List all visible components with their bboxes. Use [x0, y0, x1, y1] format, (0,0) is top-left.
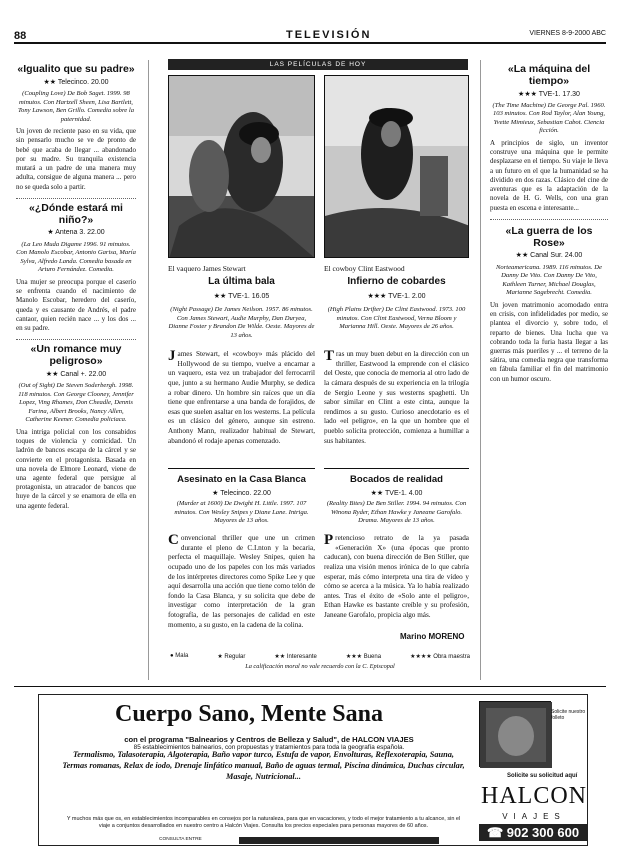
block-credits: (Murder at 1600) De Dwight H. Little. 1997. 107 minutos. Con Wesley Snipes y Diane Lane. Intriga. Mayores de 13 años. [174, 500, 309, 525]
rating-legend [170, 653, 470, 660]
block-rule [168, 468, 315, 469]
legend-item: ★★ Interesante [274, 654, 317, 660]
side-review-4 [490, 64, 608, 220]
block-channel: ★ Telecinco. 22.00 [212, 490, 271, 497]
left-column [16, 64, 136, 513]
side-review-3 [16, 344, 136, 511]
ad-subtitle: con el programa "Balnearios y Centros de Belleza y Salud", de HALCON VIAJES 85 establecimientos balnearios, con propuestas y tratamientos para toda la geografía española. [124, 735, 414, 751]
side-review-credits: (Coupling Love) De Bob Saget. 1999. 98 minutos. Con Hartzell Sheen, Lisa Bartlett, Tony Lawson, Ben Grillo. Comedia sobre la paternidad. [17, 89, 134, 123]
side-review-title: «Igualito que su padre» [17, 63, 135, 75]
side-review-body: A principios de siglo, un inventor construye una máquina que le permite desplazarse en el tiempo. Su viaje le lleva a un futuro en el que la humanidad se ha dividido en dos razas. Clásico del cine de aventuras que es la adaptación de la novela de H. G. Wells, con una gran puesta en escena e interesante... [490, 138, 608, 212]
legend-item: ★★★★ Obra maestra [410, 654, 470, 660]
side-review-body: Un joven matrimonio acomodado entra en crisis, con infidelidades por medio, se plantea el divorcio y, sobre todo, el reparto de bienes. Una lucha que va cobrando toda la furia hasta llegar a las guerras más pueriles y ... el terreno de la sátira, una comedia negra que transforma en fábula familiar el fin del matrimonio con un humor oscuro. [490, 300, 608, 383]
side-review-title: «La guerra de los Rose» [505, 224, 593, 249]
block-channel: ★★ TVE-1. 4.00 [370, 490, 423, 497]
block-title: Bocados de realidad [350, 474, 443, 485]
block-credits: (Reality Bites) De Ben Stiller. 1994. 94 minutos. Con Winona Ryder, Ethan Hawke y Janeane Garofalo. Drama. Mayores de 13 años. [326, 500, 467, 525]
legend-item: ★ Regular [217, 654, 246, 660]
block-title: Asesinato en la Casa Blanca [177, 474, 306, 485]
film-body: James Stewart, el «cowboy» más plácido del Hollywood de su tiempo, vuelve a encarnar a un vaquero, esta vez un trabajador del ferrocarril que, junto a su hermano Audie Murphy, se dedica a robar dinero. Un hombre sin raíces que un día tiene que enfrentarse a una banda de forajidos, de esas que suelen asaltar en los westerns. La película es un clásico del género, aunque sin estreno. Anthony Mann, realizador habitual de Stewart, abandonó el rodaje apenas comenzado. [168, 348, 315, 445]
ad-small-caption: Solicite su solicitud aquí [507, 773, 578, 779]
side-review-credits: (Out of Sight) De Steven Soderbergh. 1998. 118 minutos. Con George Clooney, Jennifer Lopez, Ving Rhames, Don Cheadle, Dennis Farina, Albert Brooks, Nancy Allen, Catherine Keener. Comedia policiaca. [18, 382, 134, 424]
films-banner: LAS PELÍCULAS DE HOY [168, 59, 468, 70]
side-review-5 [490, 226, 608, 384]
side-review-credits: (The Time Machine) De George Pal. 1960. 103 minutos. Con Rod Taylor, Alan Young, Yvette Mimieux, Sebastian Cabot. Ciencia ficción. [492, 101, 606, 135]
film-caption: El vaquero James Stewart [168, 264, 246, 273]
ad-treatments: Termalismo, Talasoterapia, Algoterapia, Baño vapor turco, Estufa de vapor, Envolturas, Reflexoterapia, Sauna, Termas romanas, Relax de iodo, Drenaje linfático manual, Baño de aguas termal, Piscina dinámica, Duchas circular, Masaje, Nutricional... [62, 750, 465, 782]
side-review-body: Un joven de reciente paso en su vida, que sin pensarlo mucho se ve de pronto de bebé que acaba de llegar ... abandonado por su madre. Su tranquila existencia mutará a un padre de una manera muy adulta, consigue de alguna manera ... pero no se queda solo a partir. [16, 127, 136, 191]
column-divider [480, 60, 481, 680]
ad-phone[interactable]: ☎ 902 300 600 [479, 824, 587, 841]
film-title: La última bala [208, 276, 275, 287]
ad-sponsor: CONSULTA ENTRE [159, 837, 202, 842]
film-title: Infierno de cobardes [347, 276, 446, 287]
side-review-title: «La máquina del tiempo» [507, 63, 591, 87]
header-rule [14, 42, 606, 44]
halcon-ad[interactable] [38, 694, 588, 846]
ad-fine-print: Y muchos más que os, en establecimientos incomparables en consejos por la naturaleza, para que en vacaciones, y todo el mejor tratamiento a tu alcance, sin el viaje a conjuntos desarrollados en nuestro centro a Halcón Viajes. Consulta los precios especiales para personas mayores de 60 años. [66, 816, 461, 829]
film-photo-eastwood [324, 75, 469, 258]
legend-item: ● Mala [170, 653, 189, 659]
side-review-title: «¿Dónde estará mi niño?» [29, 201, 123, 226]
film-body: Tras un muy buen debut en la dirección con un thriller, Eastwood la emprende con el clásico del Oeste, que conocía de memoria al otro lado de la cámara después de su experiencia en la trilogía de Sergio Leone y sus westerns spaghetti. Un sabor similar en Clint a este cinta, aunque la rendimos a su gusto. Curioso anecdotario es el lado «el peligro», en la que un hombre que el pueblo solicita protección, comienza a humillar a sus habitantes. [324, 348, 469, 445]
side-review-body: Una intriga policial con los consabidos toques de violencia y comicidad. Un ladrón de bancos escapa de la cárcel y se convierte en el protagonista. Basada en una novela de Elmore Leonard, viene de una agente federal que persigue al protagonista, un atracador de bancos que huye de la cárcel y se enamora de ella en una agente federal. [16, 427, 136, 510]
film-photo-stewart [168, 75, 315, 258]
side-review-1 [16, 64, 136, 199]
block-body: Convencional thriller que une un crimen durante el pleno de C.I.nton y la becaria, perfecta el maquillaje. Wesley Snipes, quien ha ocupado uno de los papeles con los más variados de los intérpretes directores como Spike Lee y que aquí desarrolla una acción que tiene como telón de fondo la Casa Blanca, y su solicita que debe de investigar como interpretación de la gran fotografía, de las personajes de calidad en este momento, a su gusto, en la cadena de la colina. [168, 532, 315, 629]
film-caption: El cowboy Clint Eastwood [324, 264, 405, 273]
footer-rule [14, 686, 606, 687]
block-rule [324, 468, 469, 469]
film-credits: (High Plains Drifter) De Clint Eastwood. 1973. 100 minutos. Con Clint Eastwood, Verna Bloom y Marianna Hill. Oeste. Mayores de 26 años. [327, 306, 466, 331]
legend-note: La calificación moral no vale recuerdo con la C. Episcopal [245, 663, 395, 670]
halcon-logo: HALCON [481, 783, 587, 809]
page-number: 88 [14, 30, 27, 42]
side-review-channel: ★★★ TVE-1. 17.30 [518, 90, 580, 98]
side-review-credits: Norteamericana. 1989. 116 minutos. De Danny De Vito. Con Danny De Vito, Kathleen Turner, Michael Douglas, Marianne Sagebrecht. Comedia. [496, 263, 602, 297]
author-signature: Marino MORENO [400, 632, 465, 641]
halcon-logo-sub: VIAJES [502, 812, 566, 821]
column-divider [148, 60, 149, 680]
block-body: Pretencioso retrato de la ya pasada «Generación X» (una épocas que pronto caducan), con buena dirección de Ben Stiller, que realiza una visión menos irónica de lo que cabría esperar, más cómo interpreta una tira de vídeo y cómo se acerca a la música. Ya lo había realizado antes. Tras el éxito de «Solo ante el peligro», Ethan Hawke es bastante creíble y su profesión, Janeane Garofalo, propicia algo más. [324, 532, 469, 620]
section-title: TELEVISIÓN [286, 29, 372, 41]
brochure-image [479, 701, 551, 767]
film-credits: (Night Passage) De James Neilson. 1957. 86 minutos. Con James Stewart, Audie Murphy, Dan Duryea, Dianne Foster y Brandon De Wilde. Oeste. Mayores de 13 años. [168, 306, 315, 339]
side-review-body: Una mujer se preocupa porque el caserío se enfrenta cuando el nacimiento de Manolo Escobar, heredero del caserío, queda y es causante de Andrés, el padre cantaor, quien recién nace ... y los dos ... en su padre. [16, 277, 136, 333]
ad-title: Cuerpo Sano, Mente Sana [114, 701, 384, 727]
film-channel: ★★ TVE-1. 16.05 [213, 293, 270, 300]
legend-item: ★★★ Buena [345, 654, 382, 660]
ad-bars [239, 837, 439, 844]
side-review-channel: ★★ Canal +. 22.00 [45, 370, 107, 378]
side-review-title: «Un romance muy peligroso» [30, 343, 122, 368]
side-review-channel: ★★ Canal Sur. 24.00 [515, 252, 583, 260]
side-review-channel: ★★ Telecinco. 20.00 [43, 78, 109, 86]
brochure-caption: Solicite nuestro folleto [551, 709, 586, 721]
issue-date: VIERNES 8-9-2000 ABC [529, 30, 606, 37]
side-review-credits: (La Leo Muda Digame 1996. 91 minutos. Con Manolo Escobar, Antonio Garisa, María Sylva, Alfredo Landa. Comedia basada en Arturo Fernández. Comedia. [16, 240, 136, 274]
right-column [490, 64, 608, 386]
film-channel: ★★★ TVE-1. 2.00 [367, 293, 426, 300]
side-review-2 [16, 203, 136, 340]
side-review-channel: ★ Antena 3. 22.00 [47, 229, 105, 237]
